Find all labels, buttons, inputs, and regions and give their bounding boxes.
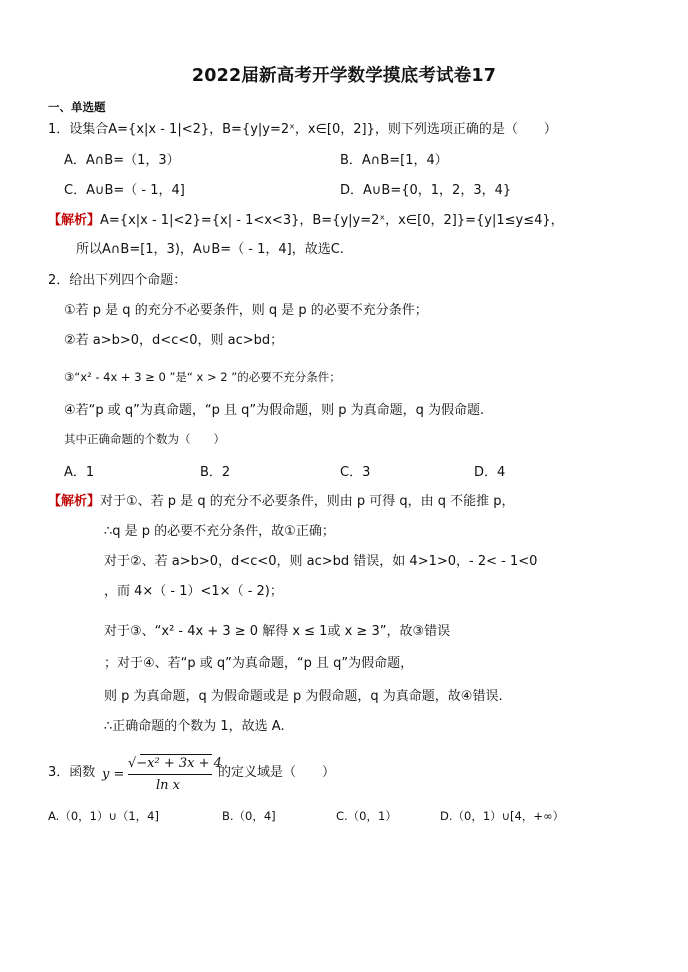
q2-analysis [48, 493, 515, 511]
q1-stem: 1．设集合A={x|x - 1|<2}，B={y|y=2ˣ，x∈[0，2]}，则下列选项正确的是（ ） [48, 122, 557, 137]
q3-fraction [128, 752, 222, 796]
q3-stem-prefix: 3．函数 [48, 765, 96, 780]
q1-option-a: A．A∩B=（1，3） [64, 153, 180, 168]
q1-option-d: D．A∪B={0，1，2，3，4} [340, 183, 512, 198]
q2-prop-1: ①若 p 是 q 的充分不必要条件，则 q 是 p 的必要不充分条件； [64, 303, 428, 318]
q2-option-b: B．2 [200, 465, 231, 480]
q3-numerator: √−x² + 3x + 4 [128, 756, 222, 771]
q1-analysis-line2: 所以A∩B=[1，3)，A∪B=（ - 1，4]，故选C. [76, 242, 344, 257]
fraction-bar [128, 774, 212, 775]
q1-analysis [48, 212, 564, 230]
q3-option-c: C.（0，1） [336, 809, 397, 823]
sqrt-overline [140, 754, 212, 755]
q2-option-a: A．1 [64, 465, 95, 480]
q2-analysis-line7: 则 p 为真命题，q 为假命题或是 p 为假命题，q 为真命题，故④错误. [104, 689, 503, 704]
q2-stem: 2．给出下列四个命题： [48, 273, 187, 288]
q3-function-lhs: y = [102, 767, 125, 782]
q2-option-d: D．4 [474, 465, 506, 480]
q2-analysis-line5: 对于③、“x² - 4x + 3 ≥ 0 解得 x ≤ 1或 x ≥ 3”，故③错误 [104, 624, 451, 639]
q3-option-b: B.（0，4] [222, 809, 276, 823]
analysis-tag: 【解析】 [48, 213, 101, 228]
analysis-tag: 【解析】 [48, 494, 101, 509]
q2-analysis-line8: ∴正确命题的个数为 1，故选 A. [104, 719, 285, 734]
q2-prop-3: ③“x² - 4x + 3 ≥ 0 ”是“ x > 2 ”的必要不充分条件； [64, 370, 341, 384]
q2-analysis-line1: 对于①、若 p 是 q 的充分不必要条件，则由 p 可得 q，由 q 不能推 p， [100, 494, 515, 509]
document-title: 2022届新高考开学数学摸底考试卷17 [191, 66, 497, 86]
q1-option-c: C．A∪B=（ - 1，4] [64, 183, 185, 198]
q2-ask: 其中正确命题的个数为（ ） [64, 432, 225, 446]
q1-option-b: B．A∩B=[1，4） [340, 153, 448, 168]
q3-option-d: D.（0，1）∪[4，+∞） [440, 809, 565, 823]
q2-prop-2: ②若 a>b>0，d<c<0，则 ac>bd； [64, 333, 284, 348]
q1-analysis-line1: A={x|x - 1|<2}={x| - 1<x<3}，B={y|y=2ˣ，x∈[0，2]}={y|1≤y≤4}， [100, 213, 564, 228]
q2-analysis-line2: ∴q 是 p 的必要不充分条件，故①正确； [104, 524, 335, 539]
q2-analysis-line6: ；对于④、若“p 或 q”为真命题，“p 且 q”为假命题， [104, 656, 414, 671]
section-heading: 一、单选题 [48, 100, 106, 114]
q2-option-c: C．3 [340, 465, 371, 480]
q2-analysis-line3: 对于②、若 a>b>0，d<c<0，则 ac>bd 错误，如 4>1>0，- 2< - 1<0 [104, 554, 538, 569]
q2-prop-4: ④若“p 或 q”为真命题，“p 且 q”为假命题，则 p 为真命题，q 为假命题. [64, 403, 485, 418]
q2-analysis-line4: ，而 4×（ - 1）<1×（ - 2)； [104, 584, 283, 599]
q3-denominator: ln x [156, 778, 180, 793]
q3-stem-suffix: 的定义域是（ ） [218, 765, 336, 780]
q3-option-a: A.（0，1）∪（1，4] [48, 809, 159, 823]
